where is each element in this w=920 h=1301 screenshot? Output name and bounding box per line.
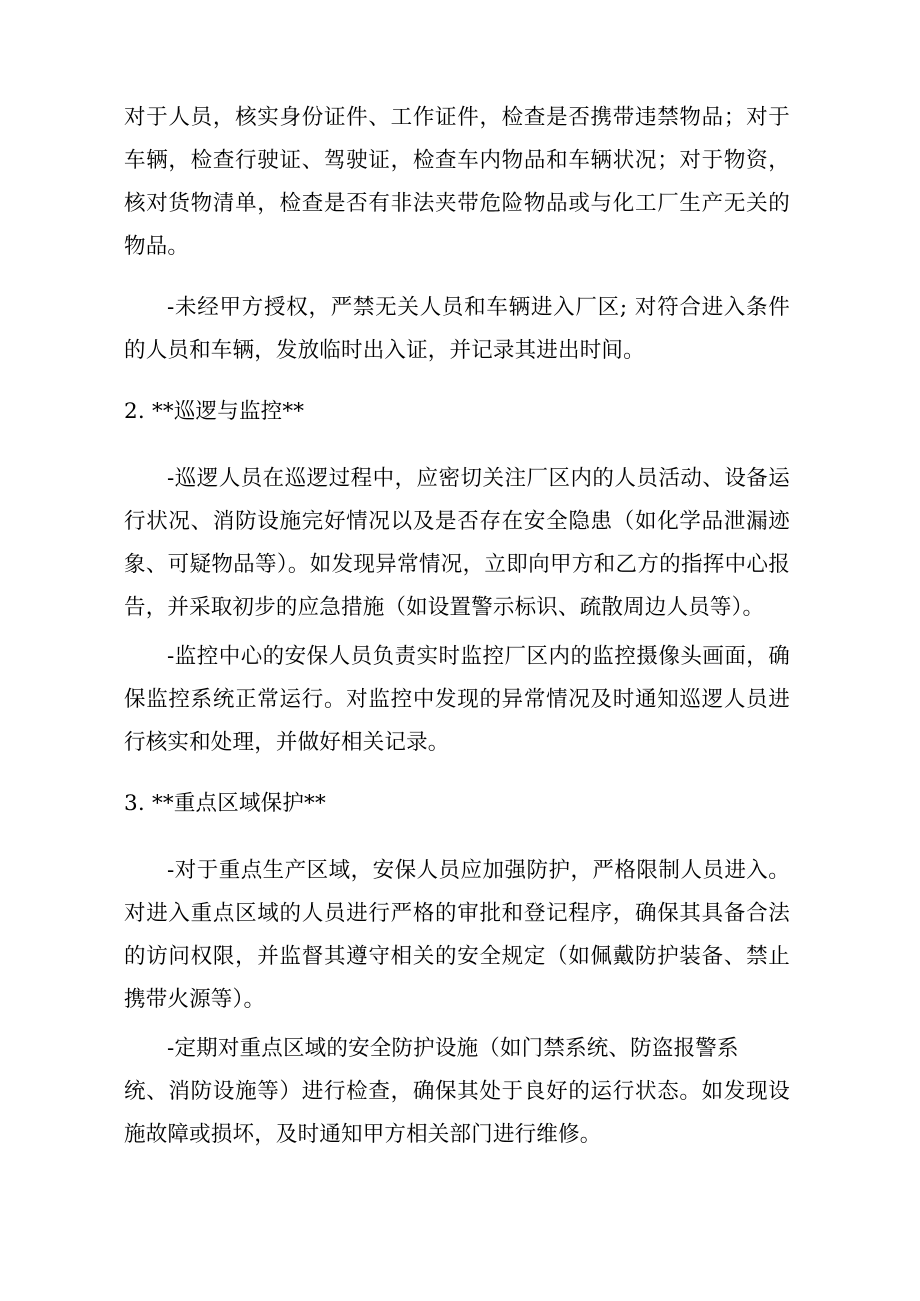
paragraph-monitoring-center: -监控中心的安保人员负责实时监控厂区内的监控摄像头画面，确保监控系统正常运行。对监控中发现的异常情况及时通知巡逻人员进行核实和处理，并做好相关记录。 [124,644,790,755]
paragraph-entry-authorization: -未经甲方授权，严禁无关人员和车辆进入厂区; 对符合进入条件的人员和车辆，发放临时出入证，并记录其进出时间。 [124,295,790,363]
document-body [124,96,790,1156]
paragraph-personnel-check: 对于人员，核实身份证件、工作证件，检查是否携带违禁物品；对于车辆，检查行驶证、驾驶证，检查车内物品和车辆状况；对于物资，核对货物清单，检查是否有非法夹带危险物品或与化工厂生产无关的物品。 [124,105,790,259]
heading-key-area-protection: 3. **重点区域保护** [124,791,326,816]
paragraph-facility-inspection-continued: 统、消防设施等）进行检查，确保其处于良好的运行状态。如发现设施故障或损坏，及时通知甲方相关部门进行维修。 [124,1079,790,1147]
paragraph-key-area-access: -对于重点生产区域，安保人员应加强防护，严格限制人员进入。对进入重点区域的人员进行严格的审批和登记程序，确保其具备合法的访问权限，并监督其遵守相关的安全规定（如佩戴防护装备、禁止携带火源等）。 [124,858,790,1012]
paragraph-facility-inspection: -定期对重点区域的安全防护设施（如门禁系统、防盗报警系 [167,1036,739,1061]
heading-patrol-monitoring: 2. **巡逻与监控** [124,399,305,424]
paragraph-patrol-duty: -巡逻人员在巡逻过程中，应密切关注厂区内的人员活动、设备运行状况、消防设施完好情况以及是否存在安全隐患（如化学品泄漏迹象、可疑物品等）。如发现异常情况，立即向甲方和乙方的指挥中心报告，并采取初步的应急措施（如设置警示标识、疏散周边人员等）。 [124,466,790,620]
